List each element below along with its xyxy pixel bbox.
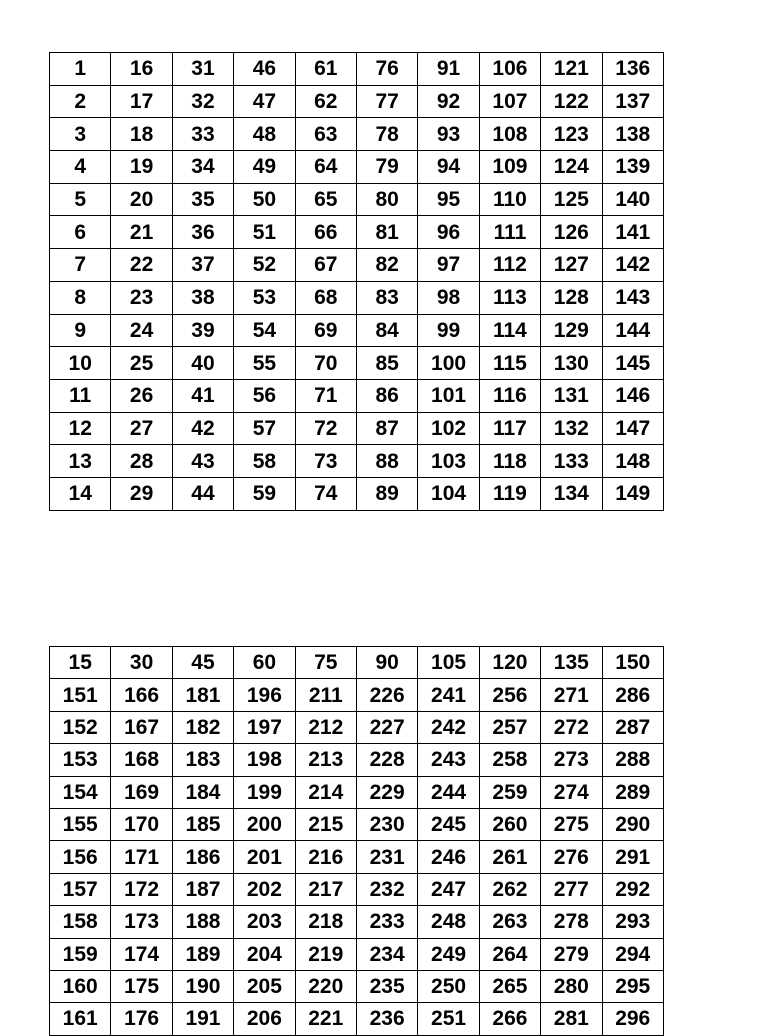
table-cell: 242 (418, 711, 479, 743)
table-cell: 51 (234, 216, 295, 249)
table-cell: 290 (602, 808, 663, 840)
table-cell: 81 (356, 216, 417, 249)
table-cell: 18 (111, 118, 172, 151)
table-cell: 260 (479, 808, 540, 840)
table-cell: 20 (111, 183, 172, 216)
table-cell: 123 (541, 118, 602, 151)
table-cell: 263 (479, 906, 540, 938)
table-cell: 167 (111, 711, 172, 743)
table-cell: 95 (418, 183, 479, 216)
table-cell: 258 (479, 744, 540, 776)
table-cell: 288 (602, 744, 663, 776)
table-cell: 28 (111, 445, 172, 478)
table-row (50, 1003, 664, 1035)
table-cell: 229 (356, 776, 417, 808)
table-cell: 58 (234, 445, 295, 478)
table-body (50, 647, 664, 1036)
table-cell: 220 (295, 970, 356, 1002)
table-cell: 146 (602, 379, 663, 412)
table-cell: 13 (50, 445, 111, 478)
table-cell: 55 (234, 347, 295, 380)
table-cell: 72 (295, 412, 356, 445)
table-cell: 289 (602, 776, 663, 808)
table-cell: 233 (356, 906, 417, 938)
table-cell: 213 (295, 744, 356, 776)
table-cell: 9 (50, 314, 111, 347)
table-cell: 78 (356, 118, 417, 151)
table-cell: 3 (50, 118, 111, 151)
table-cell: 152 (50, 711, 111, 743)
table-row (50, 53, 664, 86)
table-row (50, 647, 664, 679)
table-row (50, 379, 664, 412)
table-cell: 295 (602, 970, 663, 1002)
table-cell: 257 (479, 711, 540, 743)
table-cell: 107 (479, 85, 540, 118)
table-cell: 63 (295, 118, 356, 151)
table-cell: 110 (479, 183, 540, 216)
table-row (50, 808, 664, 840)
table-cell: 91 (418, 53, 479, 86)
table-cell: 159 (50, 938, 111, 970)
table-cell: 145 (602, 347, 663, 380)
table-cell: 56 (234, 379, 295, 412)
table-cell: 199 (234, 776, 295, 808)
table-cell: 2 (50, 85, 111, 118)
table-cell: 281 (541, 1003, 602, 1035)
table-cell: 287 (602, 711, 663, 743)
table-cell: 40 (172, 347, 233, 380)
table-cell: 276 (541, 841, 602, 873)
table-row (50, 873, 664, 905)
table-cell: 294 (602, 938, 663, 970)
table-cell: 108 (479, 118, 540, 151)
table-cell: 45 (172, 647, 233, 679)
table-row (50, 249, 664, 282)
table-cell: 218 (295, 906, 356, 938)
table-cell: 19 (111, 151, 172, 184)
table-cell: 188 (172, 906, 233, 938)
table-cell: 120 (479, 647, 540, 679)
table-cell: 246 (418, 841, 479, 873)
table-cell: 150 (602, 647, 663, 679)
table-cell: 216 (295, 841, 356, 873)
table-cell: 49 (234, 151, 295, 184)
table-cell: 39 (172, 314, 233, 347)
table-cell: 228 (356, 744, 417, 776)
table-cell: 131 (541, 379, 602, 412)
table-cell: 142 (602, 249, 663, 282)
table-cell: 113 (479, 281, 540, 314)
table-cell: 168 (111, 744, 172, 776)
table-cell: 79 (356, 151, 417, 184)
table-cell: 118 (479, 445, 540, 478)
table-row (50, 314, 664, 347)
table-cell: 183 (172, 744, 233, 776)
table-row (50, 679, 664, 711)
table-cell: 169 (111, 776, 172, 808)
table-cell: 57 (234, 412, 295, 445)
table-cell: 31 (172, 53, 233, 86)
table-cell: 50 (234, 183, 295, 216)
table-cell: 37 (172, 249, 233, 282)
table-cell: 103 (418, 445, 479, 478)
table-cell: 154 (50, 776, 111, 808)
table-cell: 73 (295, 445, 356, 478)
table-cell: 286 (602, 679, 663, 711)
table-cell: 74 (295, 477, 356, 510)
table-cell: 89 (356, 477, 417, 510)
table-cell: 32 (172, 85, 233, 118)
table-cell: 12 (50, 412, 111, 445)
table-cell: 176 (111, 1003, 172, 1035)
table-cell: 291 (602, 841, 663, 873)
table-cell: 203 (234, 906, 295, 938)
table-row (50, 281, 664, 314)
table-cell: 82 (356, 249, 417, 282)
table-row (50, 445, 664, 478)
table-cell: 245 (418, 808, 479, 840)
table-cell: 198 (234, 744, 295, 776)
table-cell: 60 (234, 647, 295, 679)
table-cell: 83 (356, 281, 417, 314)
table-cell: 196 (234, 679, 295, 711)
table-cell: 175 (111, 970, 172, 1002)
table-cell: 174 (111, 938, 172, 970)
table-cell: 249 (418, 938, 479, 970)
table-cell: 277 (541, 873, 602, 905)
table-cell: 250 (418, 970, 479, 1002)
table-cell: 184 (172, 776, 233, 808)
table-cell: 273 (541, 744, 602, 776)
table-cell: 99 (418, 314, 479, 347)
table-cell: 41 (172, 379, 233, 412)
table-cell: 114 (479, 314, 540, 347)
table-cell: 5 (50, 183, 111, 216)
table-cell: 109 (479, 151, 540, 184)
table-cell: 7 (50, 249, 111, 282)
table-cell: 202 (234, 873, 295, 905)
table-cell: 182 (172, 711, 233, 743)
table-cell: 293 (602, 906, 663, 938)
table-cell: 22 (111, 249, 172, 282)
table-cell: 124 (541, 151, 602, 184)
table-cell: 172 (111, 873, 172, 905)
table-cell: 23 (111, 281, 172, 314)
number-table-bottom (49, 646, 664, 1036)
table-cell: 243 (418, 744, 479, 776)
table-row (50, 938, 664, 970)
table-cell: 251 (418, 1003, 479, 1035)
table-cell: 149 (602, 477, 663, 510)
table-cell: 200 (234, 808, 295, 840)
table-cell: 191 (172, 1003, 233, 1035)
table-cell: 140 (602, 183, 663, 216)
table-cell: 134 (541, 477, 602, 510)
table-row (50, 118, 664, 151)
table-cell: 1 (50, 53, 111, 86)
table-cell: 46 (234, 53, 295, 86)
number-table-top (49, 52, 664, 511)
table-cell: 241 (418, 679, 479, 711)
table-cell: 129 (541, 314, 602, 347)
table-cell: 133 (541, 445, 602, 478)
table-cell: 156 (50, 841, 111, 873)
table-cell: 248 (418, 906, 479, 938)
table-cell: 144 (602, 314, 663, 347)
table-cell: 86 (356, 379, 417, 412)
table-cell: 189 (172, 938, 233, 970)
table-cell: 247 (418, 873, 479, 905)
table-row (50, 711, 664, 743)
table-cell: 214 (295, 776, 356, 808)
table-cell: 54 (234, 314, 295, 347)
table-row (50, 347, 664, 380)
table-row (50, 85, 664, 118)
table-cell: 48 (234, 118, 295, 151)
table-cell: 259 (479, 776, 540, 808)
table-cell: 126 (541, 216, 602, 249)
table-cell: 230 (356, 808, 417, 840)
table-row (50, 841, 664, 873)
table-cell: 130 (541, 347, 602, 380)
table-cell: 26 (111, 379, 172, 412)
table-cell: 275 (541, 808, 602, 840)
table-cell: 34 (172, 151, 233, 184)
table-cell: 170 (111, 808, 172, 840)
table-cell: 185 (172, 808, 233, 840)
table-cell: 206 (234, 1003, 295, 1035)
table-cell: 280 (541, 970, 602, 1002)
table-cell: 27 (111, 412, 172, 445)
table-cell: 264 (479, 938, 540, 970)
table-cell: 138 (602, 118, 663, 151)
table-cell: 262 (479, 873, 540, 905)
table-cell: 256 (479, 679, 540, 711)
table-cell: 161 (50, 1003, 111, 1035)
table-cell: 6 (50, 216, 111, 249)
table-cell: 266 (479, 1003, 540, 1035)
table-cell: 33 (172, 118, 233, 151)
table-cell: 53 (234, 281, 295, 314)
table-cell: 155 (50, 808, 111, 840)
table-cell: 157 (50, 873, 111, 905)
table-cell: 219 (295, 938, 356, 970)
table-cell: 75 (295, 647, 356, 679)
table-cell: 121 (541, 53, 602, 86)
table-cell: 279 (541, 938, 602, 970)
table-cell: 122 (541, 85, 602, 118)
table-row (50, 151, 664, 184)
table-cell: 14 (50, 477, 111, 510)
table-cell: 158 (50, 906, 111, 938)
table-cell: 47 (234, 85, 295, 118)
table-cell: 190 (172, 970, 233, 1002)
table-cell: 244 (418, 776, 479, 808)
table-cell: 16 (111, 53, 172, 86)
table-cell: 8 (50, 281, 111, 314)
table-cell: 80 (356, 183, 417, 216)
table-cell: 71 (295, 379, 356, 412)
table-cell: 59 (234, 477, 295, 510)
table-cell: 104 (418, 477, 479, 510)
table-cell: 64 (295, 151, 356, 184)
table-cell: 96 (418, 216, 479, 249)
table-cell: 226 (356, 679, 417, 711)
table-cell: 261 (479, 841, 540, 873)
table-cell: 215 (295, 808, 356, 840)
table-cell: 67 (295, 249, 356, 282)
table-cell: 29 (111, 477, 172, 510)
table-cell: 236 (356, 1003, 417, 1035)
table-cell: 143 (602, 281, 663, 314)
table-cell: 25 (111, 347, 172, 380)
table-cell: 274 (541, 776, 602, 808)
table-cell: 68 (295, 281, 356, 314)
table-cell: 136 (602, 53, 663, 86)
table-cell: 153 (50, 744, 111, 776)
table-cell: 119 (479, 477, 540, 510)
table-cell: 217 (295, 873, 356, 905)
table-cell: 30 (111, 647, 172, 679)
table-row (50, 906, 664, 938)
table-cell: 171 (111, 841, 172, 873)
table-cell: 272 (541, 711, 602, 743)
table-cell: 148 (602, 445, 663, 478)
table-cell: 278 (541, 906, 602, 938)
table-cell: 92 (418, 85, 479, 118)
table-cell: 52 (234, 249, 295, 282)
table-cell: 93 (418, 118, 479, 151)
table-row (50, 412, 664, 445)
table-cell: 296 (602, 1003, 663, 1035)
table-cell: 24 (111, 314, 172, 347)
table-cell: 36 (172, 216, 233, 249)
table-cell: 100 (418, 347, 479, 380)
table-cell: 271 (541, 679, 602, 711)
table-cell: 90 (356, 647, 417, 679)
table-cell: 87 (356, 412, 417, 445)
table-cell: 17 (111, 85, 172, 118)
table-cell: 66 (295, 216, 356, 249)
table-cell: 235 (356, 970, 417, 1002)
table-row (50, 183, 664, 216)
table-cell: 101 (418, 379, 479, 412)
table-cell: 106 (479, 53, 540, 86)
table-cell: 111 (479, 216, 540, 249)
table-row (50, 216, 664, 249)
table-cell: 38 (172, 281, 233, 314)
table-cell: 94 (418, 151, 479, 184)
table-body (50, 53, 664, 511)
table-row (50, 744, 664, 776)
table-cell: 125 (541, 183, 602, 216)
table-cell: 44 (172, 477, 233, 510)
table-cell: 137 (602, 85, 663, 118)
table-cell: 147 (602, 412, 663, 445)
table-cell: 76 (356, 53, 417, 86)
table-cell: 160 (50, 970, 111, 1002)
table-cell: 35 (172, 183, 233, 216)
table-row (50, 776, 664, 808)
table-cell: 135 (541, 647, 602, 679)
table-cell: 77 (356, 85, 417, 118)
table-cell: 221 (295, 1003, 356, 1035)
table-cell: 117 (479, 412, 540, 445)
table-cell: 204 (234, 938, 295, 970)
table-cell: 61 (295, 53, 356, 86)
table-cell: 43 (172, 445, 233, 478)
table-cell: 211 (295, 679, 356, 711)
table-cell: 85 (356, 347, 417, 380)
table-cell: 4 (50, 151, 111, 184)
table-cell: 105 (418, 647, 479, 679)
table-cell: 212 (295, 711, 356, 743)
table-cell: 62 (295, 85, 356, 118)
table-cell: 70 (295, 347, 356, 380)
table-cell: 10 (50, 347, 111, 380)
table-cell: 127 (541, 249, 602, 282)
table-cell: 11 (50, 379, 111, 412)
table-cell: 151 (50, 679, 111, 711)
table-cell: 186 (172, 841, 233, 873)
table-cell: 292 (602, 873, 663, 905)
table-cell: 181 (172, 679, 233, 711)
table-cell: 128 (541, 281, 602, 314)
table-cell: 234 (356, 938, 417, 970)
table-cell: 232 (356, 873, 417, 905)
table-cell: 84 (356, 314, 417, 347)
table-cell: 97 (418, 249, 479, 282)
table-cell: 88 (356, 445, 417, 478)
table-row (50, 477, 664, 510)
table-cell: 42 (172, 412, 233, 445)
table-cell: 116 (479, 379, 540, 412)
table-cell: 139 (602, 151, 663, 184)
table-cell: 201 (234, 841, 295, 873)
table-cell: 15 (50, 647, 111, 679)
table-cell: 227 (356, 711, 417, 743)
table-cell: 265 (479, 970, 540, 1002)
table-cell: 173 (111, 906, 172, 938)
table-cell: 132 (541, 412, 602, 445)
table-cell: 98 (418, 281, 479, 314)
table-cell: 102 (418, 412, 479, 445)
table-cell: 187 (172, 873, 233, 905)
table-cell: 205 (234, 970, 295, 1002)
table-cell: 112 (479, 249, 540, 282)
table-cell: 197 (234, 711, 295, 743)
table-cell: 115 (479, 347, 540, 380)
table-cell: 21 (111, 216, 172, 249)
table-row (50, 970, 664, 1002)
table-cell: 231 (356, 841, 417, 873)
table-cell: 65 (295, 183, 356, 216)
table-cell: 69 (295, 314, 356, 347)
table-cell: 166 (111, 679, 172, 711)
table-cell: 141 (602, 216, 663, 249)
